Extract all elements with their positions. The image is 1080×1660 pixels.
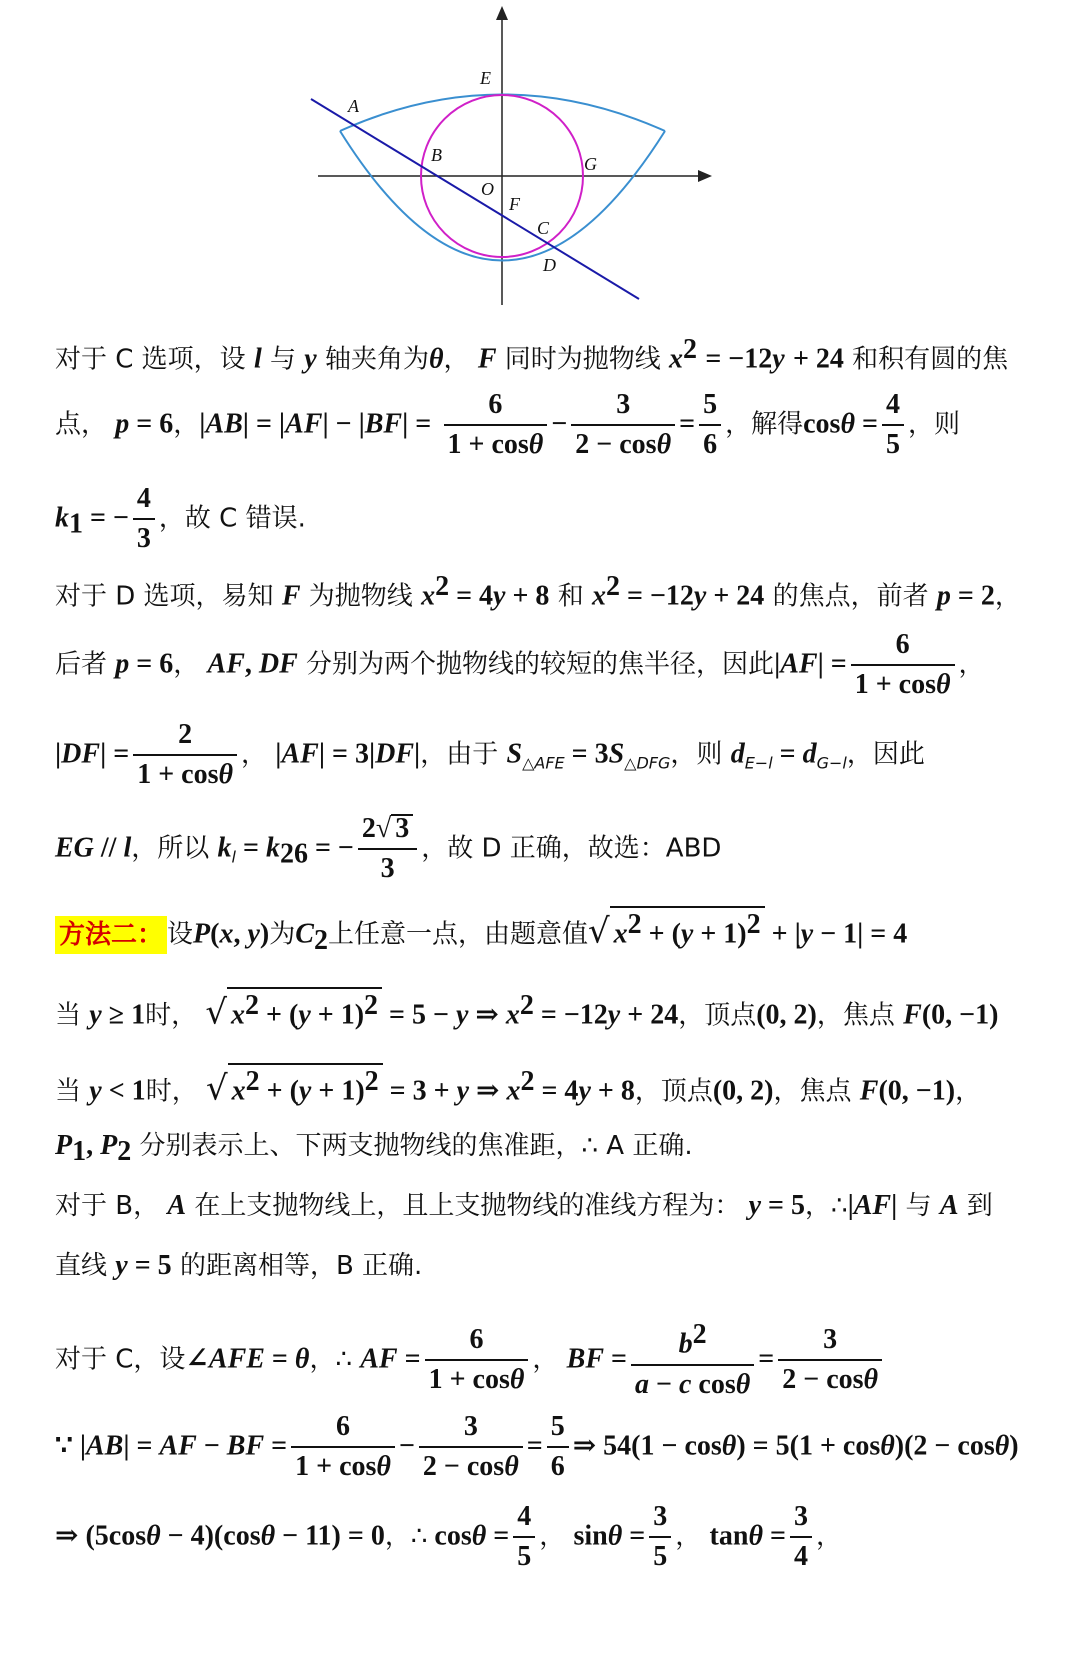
text-line-11: $P_1$, $P_2$ 分别表示上、下两支抛物线的焦准距，∴ A 正确. <box>55 1130 693 1168</box>
text-line-5: 后者 p = 6， AF, DF 分别为两个抛物线的较短的焦半径，因此|AF| = $\frac{6}{1 + \cos\theta}$ ， <box>55 629 985 700</box>
text-line-2: 点， p = 6，|AB| = |AF| − |BF| = $\frac{6}{1 + \cos\theta}$ − $\frac{3}{2 - \cos\theta}$ = $\frac{5}{6}$ ，解得cosθ = $\frac{4}{5}$ ，则 <box>55 389 960 460</box>
text-line-3: $k_1$ = − $\frac{4}{3}$ ，故 C 错误. <box>55 483 306 554</box>
label-o: O <box>481 179 494 199</box>
label-a: A <box>348 96 359 116</box>
label-e: E <box>480 68 491 88</box>
label-f: F <box>509 194 520 214</box>
label-d: D <box>543 255 556 275</box>
text-line-4: 对于 D 选项，易知 F 为抛物线 $x^2 = 4y + 8$ 和 $x^2 = -12y + 24$ 的焦点，前者 p = 2， <box>55 571 1021 612</box>
text-line-1: 对于 C 选项，设 l 与 y 轴夹角为θ， F 同时为抛物线 $x^2 = -12y + 24$ 和积有圆的焦 <box>55 334 1009 375</box>
text-line-6: |DF| = $\frac{2}{1 + \cos\theta}$ ， |AF| = 3|DF|，由于 $S_{\triangle AFE} = 3S_{\triangle DFG}$，则 $d_{E-l} = d_{G-l}$，因此 <box>55 719 925 790</box>
text-line-10: 当 y < 1时， √ $x^2 + (y + 1)^2 = 3 + y$ ⇒ $x^2 = 4y + 8$，顶点(0, 2)，焦点 F(0, −1)， <box>55 1062 1050 1112</box>
x-axis-arrow <box>698 170 712 182</box>
line-l <box>311 99 639 299</box>
text-line-14: 对于 C，设∠AFE = θ，∴ AF = $\frac{6}{1 + \cos\theta}$ ， BF = $\frac{b^2}{\text{a − c cosθ}}$ = $\frac{3}{2 - \cos\theta}$ <box>55 1318 1050 1402</box>
label-g: G <box>584 154 597 174</box>
text-line-8: 方法二： 设P(x, y)为$C_2$上任意一点，由题意值√ $x^2 + (y + 1)^2 + |y - 1| = 4$ <box>55 906 1050 961</box>
text-line-15: ∵ |AB| = AF − BF = $\frac{6}{1 + \cos\theta}$ − $\frac{3}{2 - \cos\theta}$ = $\frac{5}{6}$ ⇒ 54(1 − cosθ) = 5(1 + cosθ)(2 − cosθ) <box>55 1411 1019 1482</box>
label-b: B <box>431 145 442 165</box>
text-line-16: ⇒ (5cosθ − 4)(cosθ − 11) = 0，∴ cosθ = $\frac{4}{5}$ ， sinθ = $\frac{3}{5}$ ， tanθ = $\frac{3}{4}$ ， <box>55 1501 842 1572</box>
text-line-7: EG // l，所以 $k_l = k_{26}$ = − $\frac{2√ 3}{3}$ ，故 D 正确，故选：ABD <box>55 813 722 884</box>
method-two-badge: 方法二： <box>55 916 167 954</box>
geometry-diagram <box>0 0 1080 330</box>
y-axis-arrow <box>496 6 508 20</box>
text-line-13: 直线 y = 5 的距离相等，B 正确. <box>55 1250 423 1281</box>
text-line-9: 当 y ≥ 1时， √ $x^2 + (y + 1)^2 = 5 - y$ ⇒ $x^2 = -12y + 24$，顶点(0, 2)，焦点 F(0, −1) <box>55 986 1050 1036</box>
label-c: C <box>537 218 550 238</box>
text-line-12: 对于 B， A 在上支抛物线上，且上支抛物线的准线方程为： y = 5，∴|AF| 与 A 到 <box>55 1190 993 1221</box>
